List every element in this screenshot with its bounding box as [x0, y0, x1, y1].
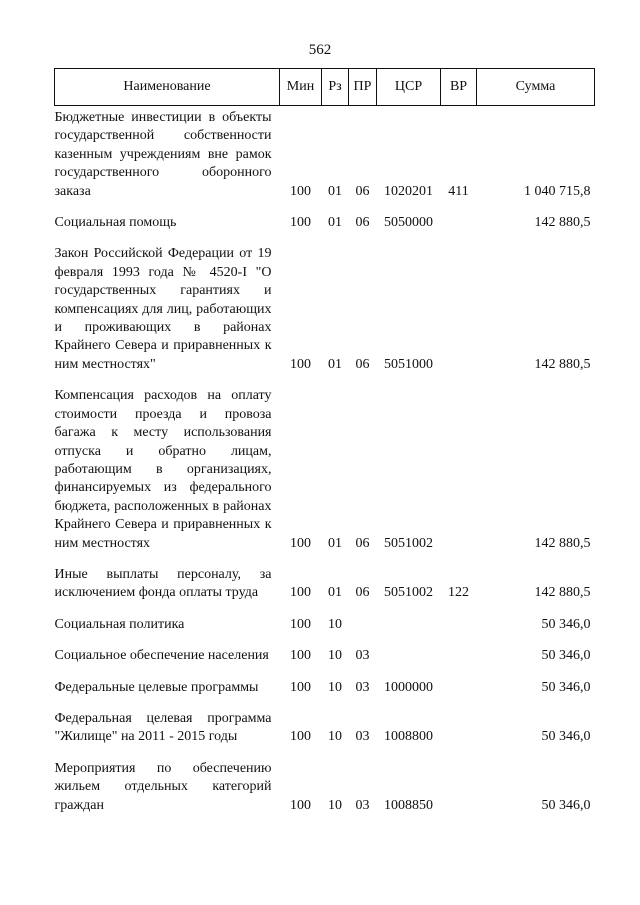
table-row — [55, 638, 595, 669]
row-csr — [377, 607, 441, 638]
row-vr — [441, 701, 477, 751]
row-sum: 142 880,5 — [534, 356, 591, 372]
table-row — [55, 670, 595, 701]
row-csr: 1000000 — [384, 679, 433, 695]
row-name: Иные выплаты персоналу, за исключением фонда оплаты труда — [54, 566, 272, 601]
row-name: Федеральная целевая программа "Жилище" на 2011 - 2015 годы — [54, 710, 272, 745]
row-rz: 10 — [328, 729, 342, 745]
row-min: 100 — [290, 585, 311, 601]
row-rz: 10 — [328, 679, 342, 695]
row-csr: 1008800 — [384, 729, 433, 745]
row-name: Закон Российской Федерации от 19 февраля 1993 года № 4520-I "О государственных гарантиях и компенсациях для лиц, работающих и проживающих в районах Крайнего Севера и приравненных к ним местностях" — [54, 246, 272, 372]
table-row — [55, 557, 595, 607]
header-csr: ЦСР — [377, 69, 441, 106]
row-rz: 01 — [328, 183, 342, 199]
row-csr — [377, 638, 441, 669]
table-row — [55, 701, 595, 751]
row-sum: 50 346,0 — [541, 797, 591, 813]
row-min: 100 — [290, 183, 311, 199]
row-pr: 06 — [355, 585, 370, 601]
row-vr — [441, 607, 477, 638]
row-min: 100 — [290, 535, 311, 551]
header-name: Наименование — [55, 69, 280, 106]
row-csr: 5051000 — [384, 356, 433, 372]
row-name: Федеральные целевые программы — [54, 679, 259, 695]
row-min: 100 — [290, 356, 311, 372]
row-vr — [441, 638, 477, 669]
row-vr — [441, 378, 477, 557]
page-number: 562 — [308, 42, 332, 58]
table-row — [55, 378, 595, 557]
row-min: 100 — [290, 679, 311, 695]
header-sum: Сумма — [477, 69, 595, 106]
row-min: 100 — [290, 729, 311, 745]
table-header — [55, 69, 595, 106]
table-row — [55, 751, 595, 819]
row-pr: 03 — [355, 729, 370, 745]
row-min: 100 — [290, 616, 311, 632]
row-csr: 1020201 — [384, 183, 433, 199]
row-min: 100 — [290, 797, 311, 813]
row-name: Бюджетные инвестиции в объекты государственной собственности казенным учреждениям вне рамок государственного оборонного заказа — [54, 110, 272, 199]
row-rz: 10 — [328, 797, 342, 813]
row-pr — [349, 607, 377, 638]
row-name: Социальная помощь — [54, 215, 177, 231]
row-min: 100 — [290, 648, 311, 664]
row-vr: 122 — [448, 585, 469, 601]
row-csr: 1008850 — [384, 797, 433, 813]
row-name: Социальная политика — [54, 616, 185, 632]
row-vr — [441, 670, 477, 701]
row-rz: 01 — [328, 215, 342, 231]
row-pr: 03 — [355, 648, 370, 664]
row-name: Компенсация расходов на оплату стоимости проезда и провоза багажа к месту использования отпуска и обратно лицам, работающим в организациях, финансируемых из федерального бюджета, расположенных в районах Крайнего Севера и приравненных к ним местностях — [54, 388, 272, 551]
row-name: Мероприятия по обеспечению жильем отдельных категорий граждан — [54, 760, 272, 813]
table-row — [55, 236, 595, 378]
row-sum: 50 346,0 — [541, 648, 591, 664]
row-sum: 142 880,5 — [534, 215, 591, 231]
row-sum: 142 880,5 — [534, 535, 591, 551]
row-vr — [441, 236, 477, 378]
header-pr: ПР — [349, 69, 377, 106]
table-row — [55, 106, 595, 206]
budget-table — [54, 68, 595, 819]
row-vr: 411 — [448, 183, 469, 199]
row-sum: 50 346,0 — [541, 616, 591, 632]
row-pr: 06 — [355, 215, 370, 231]
row-rz: 01 — [328, 356, 342, 372]
row-sum: 1 040 715,8 — [524, 183, 591, 199]
header-vr: ВР — [441, 69, 477, 106]
row-sum: 142 880,5 — [534, 585, 591, 601]
row-sum: 50 346,0 — [541, 679, 591, 695]
row-pr: 03 — [355, 797, 370, 813]
header-rz: Рз — [322, 69, 349, 106]
row-rz: 10 — [328, 616, 342, 632]
row-vr — [441, 205, 477, 236]
header-min: Мин — [280, 69, 322, 106]
row-csr: 5050000 — [384, 215, 433, 231]
row-name: Социальное обеспечение населения — [54, 648, 269, 664]
row-pr: 06 — [355, 535, 370, 551]
row-pr: 06 — [355, 183, 370, 199]
table-row — [55, 607, 595, 638]
row-sum: 50 346,0 — [541, 729, 591, 745]
row-pr: 03 — [355, 679, 370, 695]
row-rz: 10 — [328, 648, 342, 664]
row-rz: 01 — [328, 535, 342, 551]
row-csr: 5051002 — [384, 585, 433, 601]
row-rz: 01 — [328, 585, 342, 601]
row-csr: 5051002 — [384, 535, 433, 551]
row-pr: 06 — [355, 356, 370, 372]
table-row — [55, 205, 595, 236]
row-vr — [441, 751, 477, 819]
row-min: 100 — [290, 215, 311, 231]
